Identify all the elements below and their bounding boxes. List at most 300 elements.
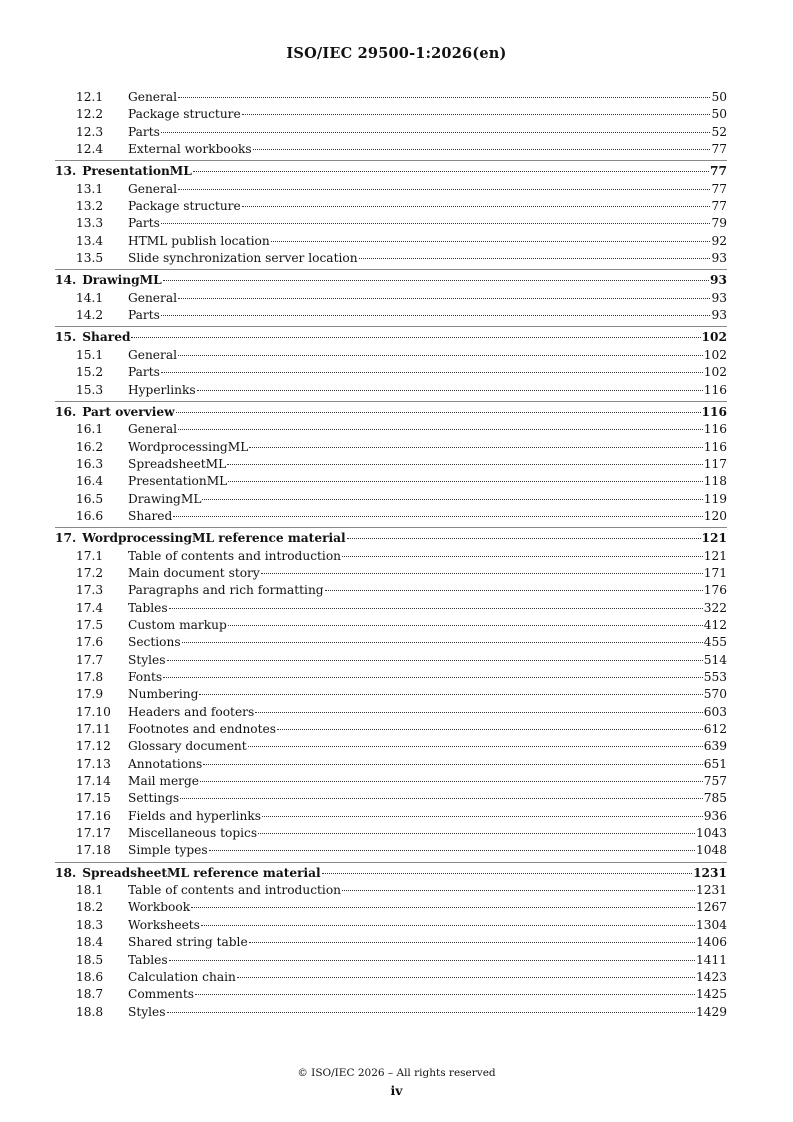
entry-page: 1267 xyxy=(695,900,727,915)
entry-page: 1231 xyxy=(695,883,727,898)
toc-entry[interactable] xyxy=(55,382,727,399)
dot-leader xyxy=(161,372,703,373)
dot-leader xyxy=(178,298,710,299)
entry-title: Package structure xyxy=(128,199,241,214)
entry-number: 17.1 xyxy=(76,548,104,563)
entry-page: 93 xyxy=(711,251,727,266)
toc-entry[interactable] xyxy=(55,548,727,565)
entry-number: 13.5 xyxy=(76,251,104,266)
toc-entry[interactable] xyxy=(55,721,727,738)
toc-entry[interactable] xyxy=(55,439,727,456)
entry-page: 1423 xyxy=(695,969,727,984)
entry-title: DrawingML xyxy=(128,491,202,506)
entry-title: Table of contents and introduction xyxy=(128,883,342,898)
dot-leader xyxy=(325,590,703,591)
toc-section xyxy=(55,401,727,525)
entry-title: Glossary document xyxy=(128,739,247,754)
entry-title: Simple types xyxy=(128,843,208,858)
toc-entry[interactable] xyxy=(55,473,727,490)
toc-entry[interactable] xyxy=(55,686,727,703)
entry-number: 17.15 xyxy=(76,791,111,806)
dot-leader xyxy=(228,625,703,626)
entry-number-cell xyxy=(55,790,128,807)
entry-number: 18.2 xyxy=(76,900,104,915)
entry-number: 18.5 xyxy=(76,952,104,967)
toc-section xyxy=(55,160,727,267)
toc-entry[interactable] xyxy=(55,508,727,525)
toc-entry[interactable] xyxy=(55,738,727,755)
entry-number-cell xyxy=(55,721,128,738)
toc-entry[interactable] xyxy=(55,290,727,307)
dot-leader xyxy=(253,149,711,150)
entry-number-cell xyxy=(55,456,128,473)
entry-number-cell xyxy=(55,181,128,198)
entry-number: 12.1 xyxy=(76,90,104,104)
entry-page: 102 xyxy=(703,347,727,362)
entry-page: 117 xyxy=(703,456,727,471)
toc-chapter-entry[interactable] xyxy=(55,530,727,547)
dot-leader xyxy=(167,1012,695,1013)
entry-title: General xyxy=(128,347,177,362)
entry-page: 118 xyxy=(703,474,727,489)
entry-page: 77 xyxy=(711,181,727,196)
entry-number: 17.17 xyxy=(76,826,111,841)
entry-number-cell xyxy=(55,141,128,158)
page-header: ISO/IEC 29500-1:2026(en) xyxy=(286,45,507,62)
toc-entry[interactable] xyxy=(55,181,727,198)
dot-leader xyxy=(359,258,711,259)
toc-entry[interactable] xyxy=(55,565,727,582)
entry-number-cell xyxy=(55,686,128,703)
dot-leader xyxy=(258,833,695,834)
entry-number-cell xyxy=(55,439,128,456)
dot-leader xyxy=(161,315,711,316)
chapter-title: Shared xyxy=(82,330,131,345)
entry-number-cell xyxy=(55,969,128,986)
entry-number: 17.16 xyxy=(76,808,111,823)
entry-title: Parts xyxy=(128,124,160,139)
dot-leader xyxy=(163,677,703,678)
entry-number: 12.2 xyxy=(76,107,104,122)
toc-entry[interactable] xyxy=(55,704,727,721)
entry-title: Parts xyxy=(128,365,160,380)
dot-leader xyxy=(248,746,703,747)
entry-number: 15.2 xyxy=(76,365,104,380)
dot-leader xyxy=(347,538,701,539)
entry-title: Table of contents and introduction xyxy=(128,548,342,563)
entry-page: 116 xyxy=(703,422,727,437)
toc-entry[interactable] xyxy=(55,934,727,951)
entry-title: Styles xyxy=(128,652,166,667)
toc-entry[interactable] xyxy=(55,652,727,669)
entry-number-cell xyxy=(55,250,128,267)
chapter-number: 14. xyxy=(55,273,77,288)
toc-entry[interactable] xyxy=(55,491,727,508)
entry-title: Hyperlinks xyxy=(128,382,196,397)
dot-leader xyxy=(161,223,711,224)
entry-number: 17.7 xyxy=(76,652,104,667)
entry-page: 612 xyxy=(703,722,727,737)
entry-title: General xyxy=(128,422,177,437)
entry-number: 17.13 xyxy=(76,756,111,771)
entry-page: 119 xyxy=(703,491,727,506)
entry-number: 14.2 xyxy=(76,308,104,323)
copyright-notice: © ISO/IEC 2026 – All rights reserved xyxy=(297,1067,496,1079)
entry-number: 18.7 xyxy=(76,987,104,1002)
entry-page: 79 xyxy=(711,216,727,231)
entry-page: 639 xyxy=(703,739,727,754)
entry-number: 17.18 xyxy=(76,843,111,858)
entry-number-cell xyxy=(55,882,128,899)
entry-page: 1425 xyxy=(695,987,727,1002)
entry-title: HTML publish location xyxy=(128,233,270,248)
toc-entry[interactable] xyxy=(55,307,727,324)
toc-entry[interactable] xyxy=(55,756,727,773)
dot-leader xyxy=(201,925,695,926)
toc-entry[interactable] xyxy=(55,842,727,859)
entry-title: Shared string table xyxy=(128,935,248,950)
entry-title: Shared xyxy=(128,508,173,523)
section-divider xyxy=(55,269,727,270)
entry-title: Comments xyxy=(128,987,194,1002)
entry-number-cell xyxy=(55,773,128,790)
entry-number: 12.4 xyxy=(76,142,104,157)
dot-leader xyxy=(261,573,703,574)
entry-number-cell xyxy=(55,89,128,106)
dot-leader xyxy=(203,764,702,765)
toc-entry[interactable] xyxy=(55,617,727,634)
toc-section xyxy=(55,527,727,860)
entry-title: Custom markup xyxy=(128,617,227,632)
entry-page: 52 xyxy=(711,124,727,139)
entry-number-cell xyxy=(55,652,128,669)
toc-entry[interactable] xyxy=(55,917,727,934)
toc-section xyxy=(55,269,727,324)
entry-page: 176 xyxy=(703,583,727,598)
dot-leader xyxy=(242,206,711,207)
entry-page: 50 xyxy=(711,90,727,104)
entry-title: Fields and hyperlinks xyxy=(128,808,262,823)
entry-number: 16.2 xyxy=(76,439,104,454)
entry-title: SpreadsheetML xyxy=(128,456,227,471)
dot-leader xyxy=(228,481,702,482)
entry-number: 17.9 xyxy=(76,687,104,702)
toc-entry[interactable] xyxy=(55,634,727,651)
entry-number-cell xyxy=(55,382,128,399)
entry-page: 455 xyxy=(703,635,727,650)
toc-entry[interactable] xyxy=(55,106,727,123)
chapter-page: 102 xyxy=(701,330,727,345)
entry-number: 17.4 xyxy=(76,600,104,615)
page-number: iv xyxy=(390,1083,403,1098)
dot-leader xyxy=(249,447,702,448)
toc-entry[interactable] xyxy=(55,986,727,1003)
entry-page: 92 xyxy=(711,233,727,248)
toc-section xyxy=(55,89,727,158)
toc-entry[interactable] xyxy=(55,215,727,232)
entry-number: 17.5 xyxy=(76,617,104,632)
entry-number: 16.3 xyxy=(76,456,104,471)
dot-leader xyxy=(342,890,695,891)
toc-entry[interactable] xyxy=(55,198,727,215)
toc-entry[interactable] xyxy=(55,250,727,267)
dot-leader xyxy=(227,464,702,465)
chapter-number: 15. xyxy=(55,330,77,345)
dot-leader xyxy=(191,907,695,908)
toc-entry[interactable] xyxy=(55,233,727,250)
entry-title: Footnotes and endnotes xyxy=(128,722,276,737)
entry-number-cell xyxy=(55,842,128,859)
entry-title: Fonts xyxy=(128,670,163,684)
dot-leader xyxy=(249,942,695,943)
entry-number-cell xyxy=(55,808,128,825)
toc-entry[interactable] xyxy=(55,952,727,969)
entry-title: Tables xyxy=(128,952,168,967)
entry-number-cell xyxy=(55,215,128,232)
entry-page: 603 xyxy=(703,704,727,719)
entry-number: 18.3 xyxy=(76,917,104,932)
entry-page: 1406 xyxy=(695,935,727,950)
entry-number-cell xyxy=(55,124,128,141)
entry-number: 18.4 xyxy=(76,935,104,950)
entry-number-cell xyxy=(55,364,128,381)
toc-chapter-entry[interactable] xyxy=(55,163,727,180)
entry-page: 651 xyxy=(703,756,727,771)
entry-title: Headers and footers xyxy=(128,704,255,719)
entry-page: 1048 xyxy=(695,843,727,858)
toc-chapter-entry[interactable] xyxy=(55,404,727,421)
entry-page: 77 xyxy=(711,199,727,214)
dot-leader xyxy=(173,516,702,517)
entry-number-cell xyxy=(55,634,128,651)
toc-entry[interactable] xyxy=(55,347,727,364)
chapter-number: 18. xyxy=(55,865,77,880)
entry-page: 322 xyxy=(703,600,727,615)
entry-page: 1411 xyxy=(695,952,727,967)
entry-title: Paragraphs and rich formatting xyxy=(128,583,324,598)
chapter-page: 77 xyxy=(710,164,727,179)
entry-number-cell xyxy=(55,233,128,250)
toc-entry[interactable] xyxy=(55,969,727,986)
entry-title: PresentationML xyxy=(128,474,228,489)
entry-number-cell xyxy=(55,198,128,215)
toc-entry[interactable] xyxy=(55,808,727,825)
entry-number: 12.3 xyxy=(76,124,104,139)
entry-page: 77 xyxy=(711,142,727,157)
entry-title: Tables xyxy=(128,600,168,615)
dot-leader xyxy=(237,977,695,978)
entry-number: 18.6 xyxy=(76,969,104,984)
entry-number-cell xyxy=(55,669,128,686)
chapter-title: DrawingML xyxy=(82,273,162,288)
entry-page: 1043 xyxy=(695,826,727,841)
toc-entry[interactable] xyxy=(55,1004,727,1021)
entry-title: Main document story xyxy=(128,565,260,580)
entry-number-cell xyxy=(55,565,128,582)
dot-leader xyxy=(277,729,703,730)
toc-entry[interactable] xyxy=(55,124,727,141)
entry-number-cell xyxy=(55,756,128,773)
entry-number: 18.1 xyxy=(76,883,104,898)
entry-title: Parts xyxy=(128,308,160,323)
entry-title: External workbooks xyxy=(128,142,252,157)
entry-title: Worksheets xyxy=(128,917,200,932)
dot-leader xyxy=(178,355,703,356)
toc-entry[interactable] xyxy=(55,421,727,438)
entry-number-cell xyxy=(55,548,128,565)
entry-page: 116 xyxy=(703,382,727,397)
chapter-page: 121 xyxy=(701,531,727,546)
entry-page: 1429 xyxy=(695,1004,727,1019)
entry-title: Mail merge xyxy=(128,774,200,789)
entry-number-cell xyxy=(55,347,128,364)
entry-page: 93 xyxy=(711,308,727,323)
entry-title: WordprocessingML xyxy=(128,439,249,454)
entry-number: 17.6 xyxy=(76,635,104,650)
chapter-page: 1231 xyxy=(693,865,727,880)
entry-number-cell xyxy=(55,825,128,842)
entry-number-cell xyxy=(55,986,128,1003)
toc-section xyxy=(55,862,727,1021)
dot-leader xyxy=(178,429,703,430)
chapter-title: SpreadsheetML reference material xyxy=(82,865,321,880)
section-divider xyxy=(55,862,727,863)
section-divider xyxy=(55,401,727,402)
chapter-number: 16. xyxy=(55,404,77,419)
entry-number-cell xyxy=(55,508,128,525)
entry-title: Styles xyxy=(128,1004,166,1019)
toc-chapter-entry[interactable] xyxy=(55,329,727,346)
dot-leader xyxy=(167,660,703,661)
dot-leader xyxy=(322,873,692,874)
toc-entry[interactable] xyxy=(55,582,727,599)
chapter-title: Part overview xyxy=(82,404,175,419)
entry-number-cell xyxy=(55,473,128,490)
entry-number: 16.5 xyxy=(76,491,104,506)
entry-title: Miscellaneous topics xyxy=(128,826,258,841)
entry-page: 785 xyxy=(703,791,727,806)
chapter-title: PresentationML xyxy=(82,164,192,179)
entry-title: Settings xyxy=(128,791,180,806)
entry-page: 1304 xyxy=(695,917,727,932)
dot-leader xyxy=(197,390,703,391)
entry-number-cell xyxy=(55,491,128,508)
entry-number: 14.1 xyxy=(76,290,104,305)
entry-title: General xyxy=(128,181,177,196)
toc-entry[interactable] xyxy=(55,773,727,790)
toc-entry[interactable] xyxy=(55,141,727,158)
entry-number-cell xyxy=(55,1004,128,1021)
section-divider xyxy=(55,160,727,161)
entry-number: 17.14 xyxy=(76,774,111,789)
entry-number: 17.8 xyxy=(76,670,104,684)
entry-number: 13.2 xyxy=(76,199,104,214)
entry-title: Package structure xyxy=(128,107,241,122)
entry-page: 757 xyxy=(703,774,727,789)
entry-page: 936 xyxy=(703,808,727,823)
dot-leader xyxy=(202,499,702,500)
entry-number-cell xyxy=(55,617,128,634)
entry-page: 570 xyxy=(703,687,727,702)
dot-leader xyxy=(161,132,711,133)
entry-title: Slide synchronization server location xyxy=(128,251,358,266)
table-of-contents xyxy=(55,89,727,1021)
toc-entry[interactable] xyxy=(55,882,727,899)
toc-entry[interactable] xyxy=(55,790,727,807)
entry-number-cell xyxy=(55,704,128,721)
entry-number: 15.3 xyxy=(76,382,104,397)
dot-leader xyxy=(182,642,703,643)
entry-number: 13.3 xyxy=(76,216,104,231)
toc-entry[interactable] xyxy=(55,364,727,381)
entry-page: 514 xyxy=(703,652,727,667)
entry-title: General xyxy=(128,90,177,104)
entry-page: 102 xyxy=(703,365,727,380)
toc-entry[interactable] xyxy=(55,456,727,473)
toc-entry[interactable] xyxy=(55,899,727,916)
entry-title: Numbering xyxy=(128,687,199,702)
dot-leader xyxy=(178,189,710,190)
toc-entry[interactable] xyxy=(55,89,727,106)
entry-number-cell xyxy=(55,421,128,438)
entry-title: General xyxy=(128,290,177,305)
dot-leader xyxy=(131,337,700,338)
section-divider xyxy=(55,527,727,528)
entry-number-cell xyxy=(55,600,128,617)
entry-number: 17.10 xyxy=(76,704,111,719)
entry-title: Calculation chain xyxy=(128,969,236,984)
entry-number-cell xyxy=(55,934,128,951)
entry-number: 16.1 xyxy=(76,422,104,437)
entry-number: 18.8 xyxy=(76,1004,104,1019)
entry-number-cell xyxy=(55,582,128,599)
entry-number-cell xyxy=(55,952,128,969)
entry-number: 13.1 xyxy=(76,181,104,196)
dot-leader xyxy=(163,280,709,281)
entry-number: 13.4 xyxy=(76,233,104,248)
entry-number: 16.6 xyxy=(76,508,104,523)
dot-leader xyxy=(255,712,702,713)
entry-page: 121 xyxy=(703,548,727,563)
dot-leader xyxy=(242,114,711,115)
entry-number: 17.2 xyxy=(76,565,104,580)
dot-leader xyxy=(193,171,709,172)
toc-entry[interactable] xyxy=(55,600,727,617)
toc-chapter-entry[interactable] xyxy=(55,865,727,882)
toc-chapter-entry[interactable] xyxy=(55,272,727,289)
entry-page: 553 xyxy=(703,670,727,684)
dot-leader xyxy=(195,994,695,995)
entry-number: 17.11 xyxy=(76,722,111,737)
dot-leader xyxy=(180,798,703,799)
entry-title: Annotations xyxy=(128,756,203,771)
entry-number-cell xyxy=(55,899,128,916)
entry-number-cell xyxy=(55,307,128,324)
chapter-page: 93 xyxy=(710,273,727,288)
entry-number: 15.1 xyxy=(76,347,104,362)
toc-entry[interactable] xyxy=(55,825,727,842)
entry-number-cell xyxy=(55,738,128,755)
chapter-number: 17. xyxy=(55,531,77,546)
entry-number: 17.12 xyxy=(76,739,111,754)
entry-page: 93 xyxy=(711,290,727,305)
entry-page: 116 xyxy=(703,439,727,454)
dot-leader xyxy=(200,781,703,782)
toc-entry[interactable] xyxy=(55,669,727,686)
entry-title: Workbook xyxy=(128,900,191,915)
chapter-page: 116 xyxy=(701,404,727,419)
toc-section xyxy=(55,326,727,398)
